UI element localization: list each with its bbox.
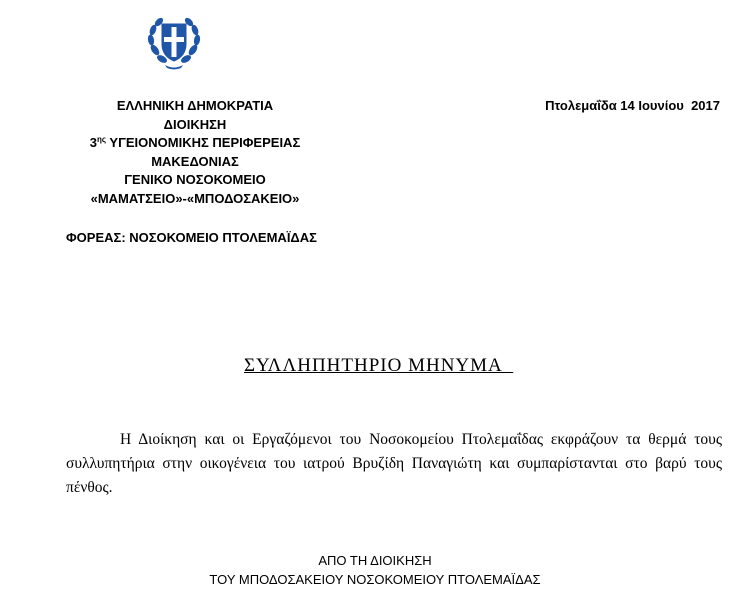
header-line-republic: ΕΛΛΗΝΙΚΗ ΔΗΜΟΚΡΑΤΙΑ	[116, 98, 274, 113]
header-line-administration: ΔΙΟΙΚΗΣΗ	[163, 116, 227, 132]
greek-state-emblem-icon	[143, 10, 205, 72]
signature-line-2: ΤΟΥ ΜΠΟΔΟΣΑΚΕΙΟΥ ΝΟΣΟΚΟΜΕΙΟΥ ΠΤΟΛΕΜΑΪΔΑΣ	[209, 572, 541, 587]
condolence-body: Η Διοίκηση και οι Εργαζόμενοι του Νοσοκομείου Πτολεμαΐδας εκφράζουν τα θερμά τους συλλυπητήρια στην οικογένεια του ιατρού Βρυζίδη Παναγιώτη και συμπαρίστανται στο βαρύ τους πένθος.	[66, 431, 722, 496]
issuer-header	[40, 97, 350, 208]
region-number: 3	[89, 135, 97, 150]
foreas-line: ΦΟΡΕΑΣ: ΝΟΣΟΚΟΜΕΙΟ ΠΤΟΛΕΜΑΪΔΑΣ	[66, 230, 317, 245]
header-line-health-region: $3^{\eta\varsigma}$ ΥΓΕΙΟΝΟΜΙΚΗΣ ΠΕΡΙΦΕΡΕΙΑΣ	[89, 135, 301, 150]
header-line-general-hospital: ΓΕΝΙΚΟ ΝΟΣΟΚΟΜΕΙΟ	[124, 172, 266, 187]
document-title: ΣΥΛΛΗΠΗΤΗΡΙΟ ΜΗΝΥΜΑ	[244, 355, 514, 376]
signature-line-1: ΑΠΟ ΤΗ ΔΙΟΙΚΗΣΗ	[318, 553, 432, 568]
header-line-hospital-names: «ΜΑΜΑΤΣΕΙΟ»-«ΜΠΟΔΟΣΑΚΕΙΟ»	[90, 190, 300, 206]
signature-block	[150, 551, 600, 589]
document-date: Πτολεμαΐδα 14 Ιουνίου 2017	[545, 98, 720, 113]
header-line-macedonia: ΜΑΚΕΔΟΝΙΑΣ	[151, 153, 239, 169]
region-suffix: ης	[96, 135, 107, 144]
